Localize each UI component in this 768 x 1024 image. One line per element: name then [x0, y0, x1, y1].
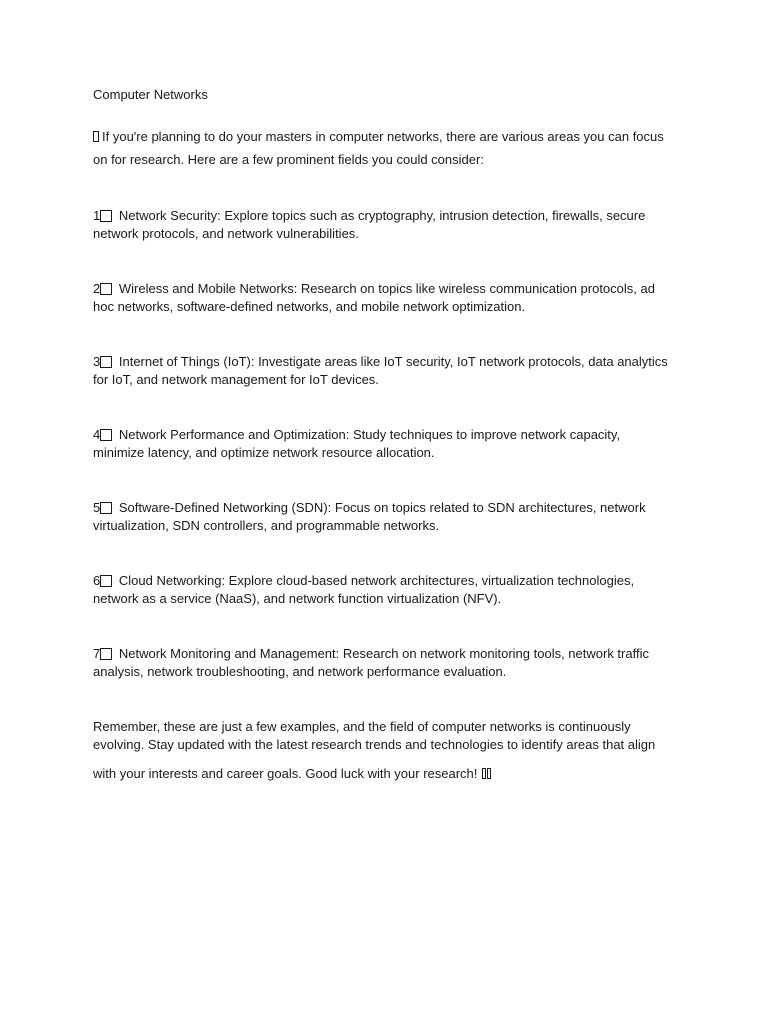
item-text: Software-Defined Networking (SDN): Focus on topics related to SDN architectures, network virtualization, SDN controllers, and programmable networks.: [93, 500, 646, 533]
item-text: Cloud Networking: Explore cloud-based network architectures, virtualization technologies, network as a service (NaaS), and network function virtualization (NFV).: [93, 573, 635, 606]
item-number: 6: [93, 573, 101, 588]
missing-emoji-icon: [482, 768, 486, 779]
item-text: Network Performance and Optimization: Study techniques to improve network capacity, minimize latency, and optimize network resource allocation.: [93, 427, 621, 460]
item-number: 3: [93, 354, 101, 369]
item-number: 2: [93, 281, 101, 296]
list-item: [93, 207, 673, 243]
item-text: Wireless and Mobile Networks: Research on topics like wireless communication protocols, ad hoc networks, software-defined networks, and mobile network optimization.: [93, 281, 655, 314]
list-item: [93, 280, 673, 316]
item-text: Internet of Things (IoT): Investigate areas like IoT security, IoT network protocols, data analytics for IoT, and network management for IoT devices.: [93, 354, 668, 387]
keycap-box-icon: [100, 429, 112, 441]
closing-line-2-wrap: [93, 765, 673, 783]
closing-line-2: with your interests and career goals. Good luck with your research!: [93, 766, 478, 781]
intro-paragraph: [93, 125, 673, 171]
list-item: [93, 499, 673, 535]
intro-line-2: on for research. Here are a few prominent fields you could consider:: [93, 152, 484, 167]
document-title: Computer Networks: [93, 87, 208, 102]
document-body: [93, 86, 673, 783]
research-areas-list: [93, 207, 673, 681]
list-item: [93, 426, 673, 462]
keycap-box-icon: [100, 356, 112, 368]
keycap-box-icon: [100, 648, 112, 660]
intro-line-1: If you're planning to do your masters in computer networks, there are various areas you can focus: [102, 129, 664, 144]
missing-emoji-icon: [487, 768, 491, 779]
keycap-box-icon: [100, 575, 112, 587]
item-number: 4: [93, 427, 101, 442]
closing-paragraph: [93, 718, 673, 783]
list-item: [93, 572, 673, 608]
item-number: 7: [93, 646, 101, 661]
closing-line-1: Remember, these are just a few examples, and the field of computer networks is continuously evolving. Stay updated with the latest research trends and technologies to identify areas that align: [93, 719, 656, 752]
item-text: Network Monitoring and Management: Research on network monitoring tools, network traffic analysis, network troubleshooting, and network performance evaluation.: [93, 646, 649, 679]
list-item: [93, 353, 673, 389]
item-text: Network Security: Explore topics such as cryptography, intrusion detection, firewalls, secure network protocols, and network vulnerabilities.: [93, 208, 646, 241]
keycap-box-icon: [100, 210, 112, 222]
keycap-box-icon: [100, 283, 112, 295]
keycap-box-icon: [100, 502, 112, 514]
item-number: 1: [93, 208, 101, 223]
missing-glyph-icon: [93, 131, 99, 142]
list-item: [93, 645, 673, 681]
item-number: 5: [93, 500, 101, 515]
